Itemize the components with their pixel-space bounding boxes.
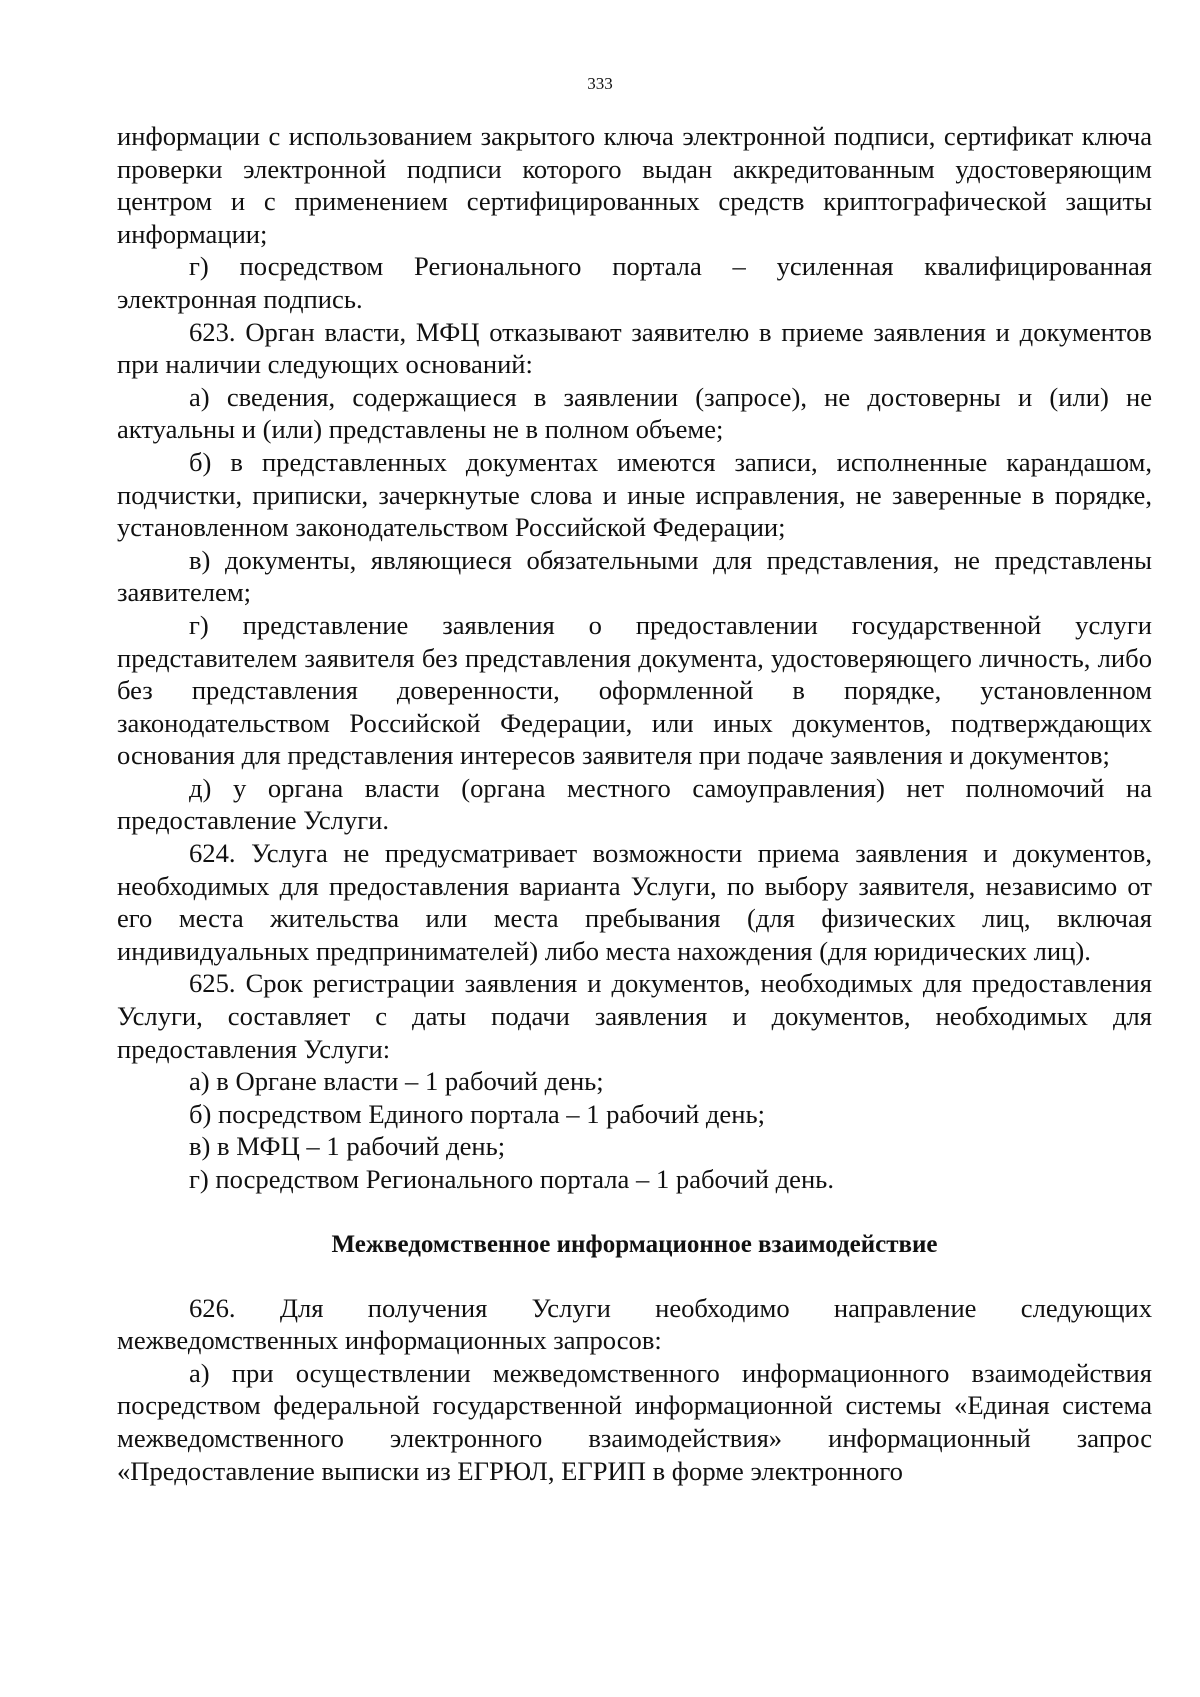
paragraph: информации с использованием закрытого ключа электронной подписи, сертификат ключа проверки электронной подписи которого выдан аккредитованным удостоверяющим центром и с применением сертифицированных средств криптографической защиты информации;: [117, 121, 1152, 249]
paragraph: 623. Орган власти, МФЦ отказывают заявителю в приеме заявления и документов при наличии следующих оснований:: [117, 316, 1152, 380]
paragraph: б) посредством Единого портала – 1 рабочий день;: [189, 1098, 765, 1129]
paragraph: г) представление заявления о предоставлении государственной услуги представителем заявителя без представления документа, удостоверяющего личность, либо без представления доверенности, оформленной в порядке, установленном законодательством Российской Федерации, или иных документов, подтверждающих основания для представления интересов заявителя при подаче заявления и документов;: [117, 609, 1152, 771]
paragraph: г) посредством Регионального портала – усиленная квалифицированная электронная подпись.: [117, 251, 1152, 314]
paragraph: 626. Для получения Услуги необходимо направление следующих межведомственных информационных запросов:: [117, 1292, 1152, 1356]
section-heading: Межведомственное информационное взаимодействие: [331, 1230, 938, 1258]
paragraph: а) при осуществлении межведомственного информационного взаимодействия посредством федеральной государственной информационной системы «Единая система межведомственного электронного взаимодействия» информационный запрос «Предоставление выписки из ЕГРЮЛ, ЕГРИП в форме электронного: [117, 1357, 1152, 1486]
document-body: [117, 120, 1152, 1487]
paragraph: 624. Услуга не предусматривает возможности приема заявления и документов, необходимых для предоставления варианта Услуги, по выбору заявителя, независимо от его места жительства или места пребывания (для физических лиц, включая индивидуальных предпринимателей) либо места нахождения (для юридических лиц).: [117, 838, 1152, 966]
paragraph: г) посредством Регионального портала – 1 рабочий день.: [189, 1164, 834, 1194]
paragraph: а) сведения, содержащиеся в заявлении (запросе), не достоверны и (или) не актуальны и (или) представлены не в полном объеме;: [117, 381, 1152, 445]
paragraph: а) в Органе власти – 1 рабочий день;: [189, 1066, 604, 1097]
paragraph: в) в МФЦ – 1 рабочий день;: [189, 1131, 506, 1162]
paragraph: д) у органа власти (органа местного самоуправления) нет полномочий на предоставление Услуги.: [117, 772, 1152, 836]
page-number: 333: [587, 74, 613, 93]
paragraph: 625. Срок регистрации заявления и документов, необходимых для предоставления Услуги, составляет с даты подачи заявления и документов, необходимых для предоставления Услуги:: [117, 968, 1152, 1064]
paragraph: б) в представленных документах имеются записи, исполненные карандашом, подчистки, приписки, зачеркнутые слова и иные исправления, не заверенные в порядке, установленном законодательством Российской Федерации;: [117, 446, 1152, 543]
paragraph: в) документы, являющиеся обязательными для представления, не представлены заявителем;: [117, 544, 1152, 608]
